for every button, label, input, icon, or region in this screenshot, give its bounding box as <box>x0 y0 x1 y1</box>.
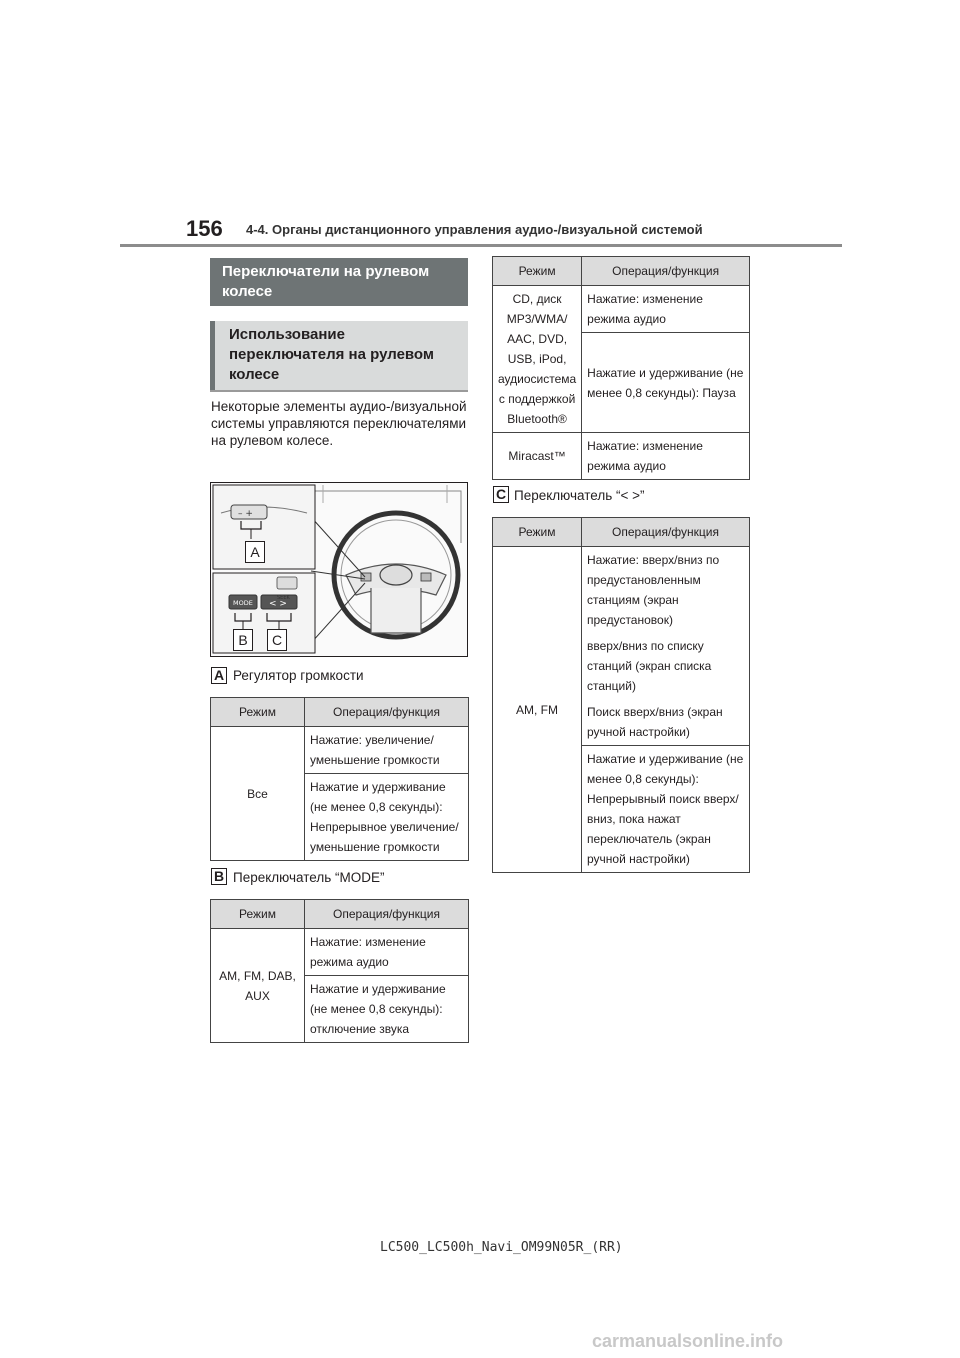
callout-b: B <box>233 629 253 651</box>
operation-cell: Нажатие и удерживание (не менее 0,8 секунды): Пауза <box>582 333 750 433</box>
press-list-text: вверх/вниз по списку станций (экран списка станций) <box>587 639 712 693</box>
section-subtitle: Использование переключателя на рулевом колесе <box>210 321 468 390</box>
operation-cell: Нажатие и удерживание (не менее 0,8 секунды): Непрерывный поиск вверх/вниз, пока нажат переключатель (экран ручной настройки) <box>582 746 750 873</box>
callout-c: C <box>267 629 287 651</box>
operation-cell: Нажатие: изменение режима аудио <box>582 286 750 333</box>
operation-cell: Нажатие и удерживание (не менее 0,8 секунды): отключение звука <box>305 976 469 1043</box>
watermark: carmanualsonline.info <box>592 1331 784 1351</box>
operation-cell <box>582 547 750 746</box>
operation-cell: Нажатие: изменение режима аудио <box>582 433 750 480</box>
operation-cell: Нажатие: изменение режима аудио <box>305 929 469 976</box>
section-title: Переключатели на рулевом колесе <box>210 258 468 306</box>
table-header-mode: Режим <box>211 698 305 727</box>
seek-switch-label-text: Переключатель “< >” <box>514 488 645 503</box>
letter-a-marker: A <box>211 667 227 684</box>
steering-switch-illustration <box>210 482 468 657</box>
chapter-title: 4-4. Органы дистанционного управления аудио-/визуальной системой <box>246 222 703 237</box>
mode-cell: CD, диск MP3/WMA/ AAC, DVD, USB, iPod, аудиосистема с поддержкой Bluetooth® <box>493 286 582 433</box>
mode-cell: AM, FM <box>493 547 582 873</box>
table-header-operation: Операция/функция <box>582 518 750 547</box>
operation-cell: Нажатие: увеличение/ уменьшение громкости <box>305 727 469 774</box>
table-header-operation: Операция/функция <box>305 900 469 929</box>
table-header-mode: Режим <box>211 900 305 929</box>
callout-a: A <box>245 541 265 563</box>
intro-text: Некоторые элементы аудио-/визуальной системы управляются переключателями на рулевом колесе. <box>211 399 467 448</box>
svg-text:– +: – + <box>238 509 253 519</box>
mode-switch-label: MODE <box>233 599 253 607</box>
table-header-operation: Операция/функция <box>582 257 750 286</box>
letter-c-marker: C <box>493 486 509 503</box>
letter-b-marker: B <box>211 868 227 885</box>
seek-switch-label: SEEK <box>277 595 290 601</box>
mode-cell: Miracast™ <box>493 433 582 480</box>
operation-cell: Нажатие и удерживание (не менее 0,8 секунды): Непрерывное увеличение/ уменьшение громкости <box>305 774 469 861</box>
volume-table <box>210 697 469 861</box>
header-rule <box>120 244 842 247</box>
mode-switch-label-text: Переключатель “MODE” <box>233 870 385 885</box>
press-search-text: Поиск вверх/вниз (экран ручной настройки) <box>587 705 723 739</box>
svg-text:< >: < > <box>269 599 287 609</box>
mode-cell: AM, FM, DAB, AUX <box>211 929 305 1043</box>
mode-cell: Все <box>211 727 305 861</box>
document-code: LC500_LC500h_Navi_OM99N05R_(RR) <box>380 1240 623 1255</box>
press-preset-text: Нажатие: вверх/вниз по предустановленным станциям (экран предустановок) <box>587 553 720 627</box>
table-header-operation: Операция/функция <box>305 698 469 727</box>
volume-control-label: Регулятор громкости <box>233 668 364 683</box>
table-header-mode: Режим <box>493 518 582 547</box>
page-number: 156 <box>186 216 223 241</box>
subtitle-rule <box>210 390 468 392</box>
table-header-mode: Режим <box>493 257 582 286</box>
source-table <box>492 256 750 480</box>
mode-table <box>210 899 469 1043</box>
seek-table <box>492 517 750 873</box>
